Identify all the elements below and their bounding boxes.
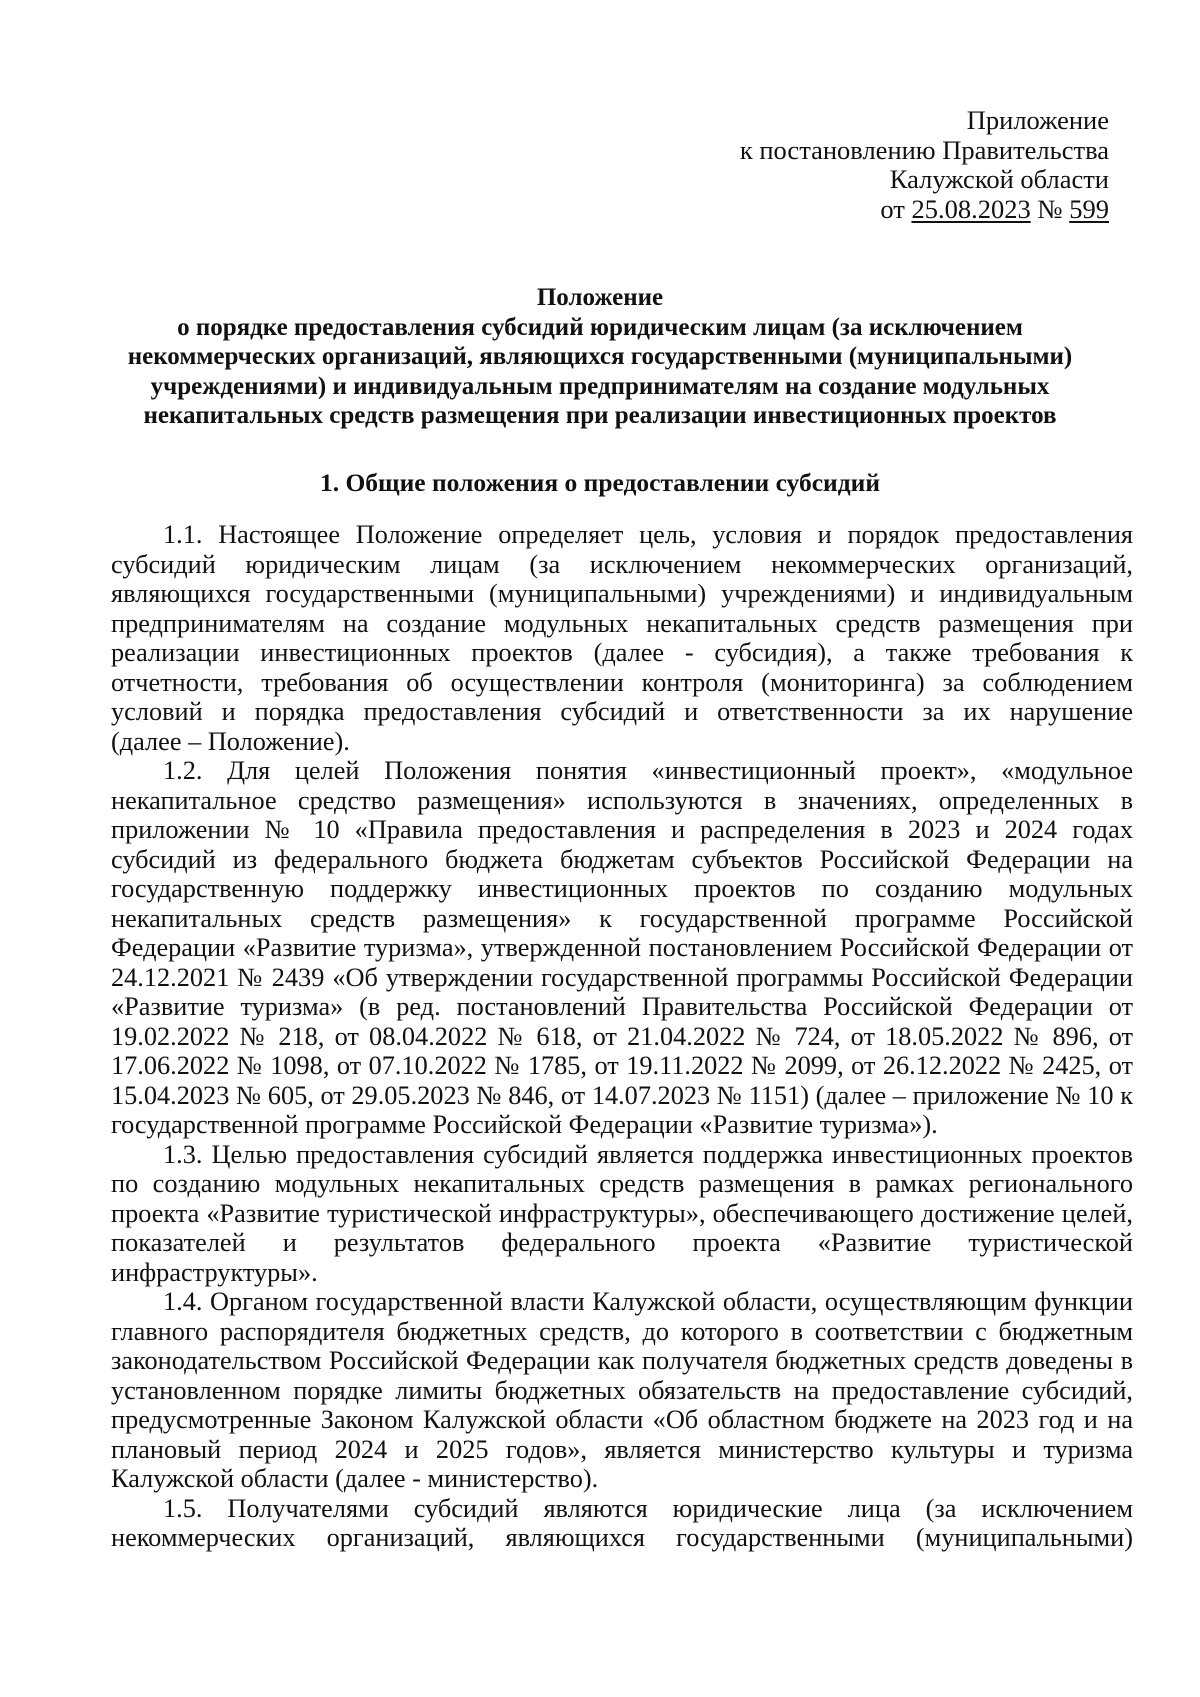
appendix-resolution: к постановлению Правительства xyxy=(739,134,1109,165)
text-line: 1.5. Получателями субсидий являются юридические лица (за исключением xyxy=(163,1493,1133,1523)
text-line: показателей и результатов федерального проекта «Развитие туристической xyxy=(111,1228,1133,1257)
text-line: субсидий из федерального бюджета бюджетам субъектов Российской Федерации на xyxy=(111,844,1133,874)
appendix-number: 599 xyxy=(1069,193,1109,224)
paragraph-1-5 xyxy=(111,1494,1133,1553)
text-line: Федерации «Развитие туризма», утвержденной постановлением Российской Федерации от xyxy=(111,933,1133,962)
document-title xyxy=(92,283,1108,431)
text-line: «Развитие туризма» (в ред. постановлений Правительства Российской Федерации от xyxy=(111,992,1133,1021)
title-line: некоммерческих организаций, являющихся государственными (муниципальными) xyxy=(127,343,1073,370)
text-line: являющихся государственными (муниципальными) учреждениями) и индивидуальным xyxy=(111,579,1133,608)
title-line: некапитальных средств размещения при реализации инвестиционных проектов xyxy=(143,402,1057,429)
text-line: проекта «Развитие туристической инфраструктуры», обеспечивающего достижение целей, xyxy=(111,1198,1133,1228)
paragraph-1-1 xyxy=(111,520,1133,756)
text-line: некапитальное средство размещения» используются в значениях, определенных в xyxy=(111,785,1133,815)
text-line: отчетности, требования об осуществлении контроля (мониторинга) за соблюдением xyxy=(111,667,1133,697)
text-line: 1.4. Органом государственной власти Калужской области, осуществляющим функции xyxy=(163,1287,1133,1316)
text-line: плановый период 2024 и 2025 годов», является министерство культуры и туризма xyxy=(111,1434,1133,1464)
text-line: государственную поддержку инвестиционных проектов по созданию модульных xyxy=(111,874,1133,903)
appendix-block xyxy=(740,104,1109,222)
appendix-region: Калужской области xyxy=(889,164,1109,194)
text-line: приложении № 10 «Правила предоставления и распределения в 2023 и 2024 годах xyxy=(111,815,1133,844)
text-line: 1.2. Для целей Положения понятия «инвестиционный проект», «модульное xyxy=(163,756,1133,785)
text-line: реализации инвестиционных проектов (далее - субсидия), а также требования к xyxy=(111,638,1133,667)
paragraph-1-4 xyxy=(111,1287,1133,1494)
title-line: учреждениями) и индивидуальным предпринимателям на создание модульных xyxy=(150,372,1050,400)
text-line: 17.06.2022 № 1098, от 07.10.2022 № 1785, от 19.11.2022 № 2099, от 26.12.2022 № 2425, от xyxy=(111,1051,1133,1080)
text-line: некапитальных средств размещения» к государственной программе Российской xyxy=(111,903,1133,933)
text-line: 19.02.2022 № 218, от 08.04.2022 № 618, от 21.04.2022 № 724, от 18.05.2022 № 896, от xyxy=(111,1021,1133,1051)
text-line: (далее – Положение). xyxy=(111,726,350,756)
text-line: условий и порядка предоставления субсидий и ответственности за их нарушение xyxy=(111,697,1133,726)
text-line: установленном порядке лимиты бюджетных обязательств на предоставление субсидий, xyxy=(111,1375,1133,1405)
text-line: 24.12.2021 № 2439 «Об утверждении государственной программы Российской Федерации xyxy=(111,962,1133,992)
appendix-label: Приложение xyxy=(966,105,1109,135)
paragraph-1-2 xyxy=(111,756,1133,1140)
text-line: некоммерческих организаций, являющихся государственными (муниципальными) xyxy=(111,1523,1133,1552)
text-line: 1.3. Целью предоставления субсидий является поддержка инвестиционных проектов xyxy=(163,1139,1133,1169)
text-line: предусмотренные Законом Калужской области «Об областном бюджете на 2023 год и на xyxy=(111,1405,1133,1434)
text-line: инфраструктуры». xyxy=(111,1257,318,1287)
text-line: государственной программе Российской Федерации «Развитие туризма»). xyxy=(111,1110,938,1139)
appendix-date-number xyxy=(740,193,1109,223)
text-line: по созданию модульных некапитальных средств размещения в рамках регионального xyxy=(111,1169,1133,1198)
text-line: главного распорядителя бюджетных средств, до которого в соответствии с бюджетным xyxy=(111,1316,1133,1346)
paragraph-1-3 xyxy=(111,1140,1133,1288)
section-heading: 1. Общие положения о предоставлении субсидий xyxy=(319,468,881,497)
appendix-number-prefix: № xyxy=(1030,193,1070,224)
text-line: предпринимателям на создание модульных некапитальных средств размещения при xyxy=(111,608,1133,638)
document-body xyxy=(111,520,1133,1553)
appendix-date-prefix: от xyxy=(880,193,912,224)
text-line: 15.04.2023 № 605, от 29.05.2023 № 846, от 14.07.2023 № 1151) (далее – приложение № 10 к xyxy=(111,1080,1133,1110)
text-line: 1.1. Настоящее Положение определяет цель, условия и порядок предоставления xyxy=(163,520,1133,549)
title-line: о порядке предоставления субсидий юридическим лицам (за исключением xyxy=(177,313,1023,341)
text-line: Калужской области (далее - министерство). xyxy=(111,1464,599,1493)
appendix-date: 25.08.2023 xyxy=(911,193,1031,224)
text-line: законодательством Российской Федерации как получателя бюджетных средств доведены в xyxy=(111,1346,1133,1375)
text-line: субсидий юридическим лицам (за исключением некоммерческих организаций, xyxy=(111,549,1133,579)
title-line: Положение xyxy=(536,284,664,311)
